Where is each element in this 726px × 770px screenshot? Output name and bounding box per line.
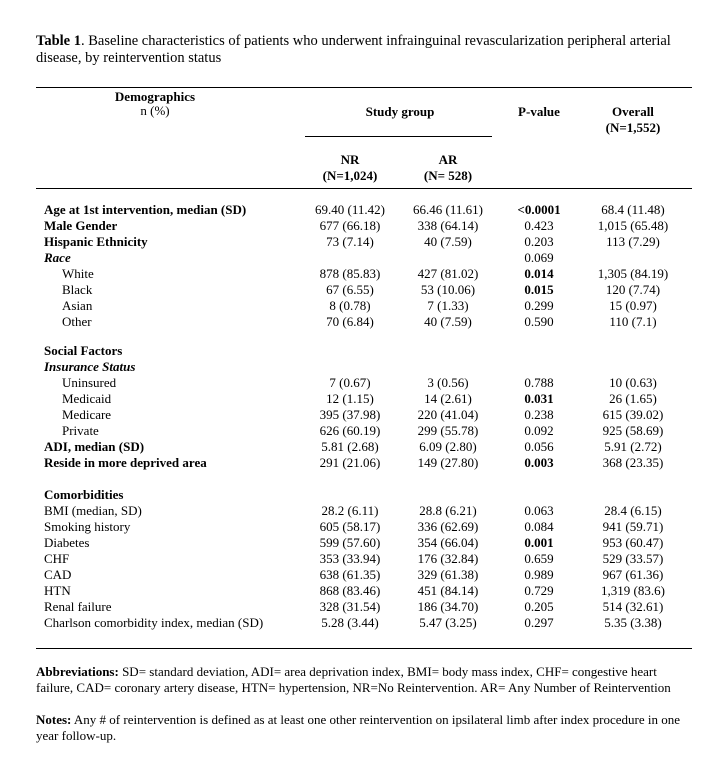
cell-ar: 28.8 (6.21): [419, 503, 477, 518]
cell-overall: 368 (23.35): [602, 455, 664, 470]
cell-ar: 14 (2.61): [424, 391, 472, 406]
header-study-group: Study group: [365, 104, 435, 119]
header-rule: [36, 188, 692, 189]
cell-ar: 299 (55.78): [417, 423, 479, 438]
cell-overall: 953 (60.47): [602, 535, 664, 550]
cell-pvalue: 0.659: [524, 551, 554, 566]
row-label: Medicare: [62, 407, 112, 422]
row-label: Comorbidities: [44, 487, 124, 502]
row-label: Age at 1st intervention, median (SD): [44, 202, 247, 217]
row-label: White: [62, 266, 94, 281]
cell-ar: 176 (32.84): [417, 551, 479, 566]
cell-ar: 40 (7.59): [424, 234, 472, 249]
cell-pvalue: 0.063: [524, 503, 554, 518]
row-label: Black: [62, 282, 93, 297]
cell-overall: 120 (7.74): [605, 282, 661, 297]
row-label: Private: [62, 423, 99, 438]
row-label: HTN: [44, 583, 71, 598]
cell-ar: 5.47 (3.25): [419, 615, 477, 630]
cell-nr: 5.81 (2.68): [321, 439, 379, 454]
cell-nr: 28.2 (6.11): [321, 503, 379, 518]
cell-ar: 66.46 (11.61): [413, 202, 483, 217]
cell-pvalue: 0.729: [524, 583, 554, 598]
cell-overall: 28.4 (6.15): [604, 503, 662, 518]
cell-nr: 70 (6.84): [326, 314, 374, 329]
cell-overall: 5.35 (3.38): [604, 615, 662, 630]
cell-ar: 3 (0.56): [427, 375, 469, 390]
cell-overall: 514 (32.61): [602, 599, 664, 614]
row-label: Charlson comorbidity index, median (SD): [44, 615, 264, 630]
cell-pvalue: 0.001: [524, 535, 554, 550]
row-label: CAD: [44, 567, 72, 582]
cell-pvalue: 0.069: [524, 250, 554, 265]
cell-overall: 10 (0.63): [609, 375, 657, 390]
cell-overall: 925 (58.69): [602, 423, 664, 438]
cell-ar: 149 (27.80): [417, 455, 479, 470]
row-label: Social Factors: [44, 343, 123, 358]
cell-nr: 5.28 (3.44): [321, 615, 379, 630]
row-label: Medicaid: [62, 391, 112, 406]
cell-nr: 605 (58.17): [319, 519, 381, 534]
cell-overall: 15 (0.97): [609, 298, 657, 313]
notes-text: Any # of reintervention is defined as at least one other reintervention on ipsilateral limb after index procedure in one year follow-up.: [36, 712, 681, 743]
cell-nr: 353 (33.94): [319, 551, 381, 566]
header-nr: NR: [340, 152, 360, 167]
row-label: BMI (median, SD): [44, 503, 142, 518]
header-overall: Overall: [612, 104, 654, 119]
cell-pvalue: 0.203: [524, 234, 554, 249]
header-ar-n: (N= 528): [423, 168, 473, 183]
cell-ar: 354 (66.04): [417, 535, 479, 550]
caption-text: . Baseline characteristics of patients who underwent infrainguinal revascularization peripheral arterial disease, by reintervention status: [36, 33, 671, 66]
cell-nr: 291 (21.06): [319, 455, 381, 470]
cell-pvalue: 0.590: [524, 314, 554, 329]
cell-ar: 186 (34.70): [417, 599, 479, 614]
abbreviations-note: [36, 664, 686, 696]
cell-pvalue: 0.092: [524, 423, 554, 438]
header-pvalue: P-value: [518, 104, 560, 119]
cell-nr: 677 (66.18): [319, 218, 381, 233]
bottom-rule: [36, 648, 692, 649]
cell-overall: 110 (7.1): [609, 314, 657, 329]
cell-ar: 40 (7.59): [424, 314, 472, 329]
cell-pvalue: 0.015: [524, 282, 554, 297]
row-label: Insurance Status: [44, 359, 136, 374]
cell-overall: 5.91 (2.72): [604, 439, 662, 454]
cell-nr: 73 (7.14): [326, 234, 374, 249]
cell-overall: 1,305 (84.19): [597, 266, 669, 281]
cell-ar: 7 (1.33): [427, 298, 469, 313]
table-caption: [36, 33, 696, 67]
cell-nr: 328 (31.54): [319, 599, 381, 614]
cell-pvalue: 0.299: [524, 298, 554, 313]
abbreviations-text: SD= standard deviation, ADI= area deprivation index, BMI= body mass index, CHF= congestive heart failure, CAD= coronary artery disease, HTN= hypertension, NR=No Reintervention. AR= Any Number of Reintervention: [36, 664, 671, 695]
row-label: Race: [44, 250, 71, 265]
cell-nr: 638 (61.35): [319, 567, 381, 582]
cell-pvalue: 0.205: [524, 599, 554, 614]
header-demographics: Demographics: [114, 89, 196, 104]
cell-ar: 338 (64.14): [417, 218, 479, 233]
cell-nr: 67 (6.55): [326, 282, 374, 297]
cell-pvalue: 0.056: [524, 439, 554, 454]
cell-overall: 615 (39.02): [602, 407, 664, 422]
cell-overall: 68.4 (11.48): [601, 202, 665, 217]
cell-pvalue: 0.003: [524, 455, 554, 470]
notes-label: Notes:: [36, 712, 72, 727]
row-label: ADI, median (SD): [44, 439, 145, 454]
cell-overall: 941 (59.71): [602, 519, 664, 534]
cell-overall: 26 (1.65): [609, 391, 657, 406]
cell-pvalue: <0.0001: [517, 202, 561, 217]
header-ar: AR: [438, 152, 458, 167]
cell-pvalue: 0.031: [524, 391, 554, 406]
cell-nr: 395 (37.98): [319, 407, 381, 422]
cell-ar: 6.09 (2.80): [419, 439, 477, 454]
row-label: Hispanic Ethnicity: [44, 234, 148, 249]
row-label: Renal failure: [44, 599, 112, 614]
cell-ar: 329 (61.38): [417, 567, 479, 582]
row-label: Diabetes: [44, 535, 90, 550]
cell-nr: 868 (83.46): [319, 583, 381, 598]
cell-overall: 1,319 (83.6): [601, 583, 665, 598]
cell-ar: 220 (41.04): [417, 407, 479, 422]
study-group-rule: [305, 136, 492, 137]
row-label: Other: [62, 314, 92, 329]
top-rule: [36, 87, 692, 88]
cell-ar: 427 (81.02): [417, 266, 479, 281]
cell-pvalue: 0.238: [524, 407, 554, 422]
table-label: Table 1: [36, 33, 81, 49]
cell-nr: 878 (85.83): [319, 266, 381, 281]
abbreviations-label: Abbreviations:: [36, 664, 119, 679]
cell-ar: 53 (10.06): [420, 282, 476, 297]
cell-overall: 1,015 (65.48): [597, 218, 669, 233]
cell-pvalue: 0.297: [524, 615, 554, 630]
row-label: Male Gender: [44, 218, 118, 233]
cell-nr: 8 (0.78): [329, 298, 371, 313]
cell-nr: 69.40 (11.42): [315, 202, 385, 217]
cell-overall: 529 (33.57): [602, 551, 664, 566]
cell-pvalue: 0.084: [524, 519, 554, 534]
cell-ar: 451 (84.14): [417, 583, 479, 598]
cell-nr: 12 (1.15): [326, 391, 374, 406]
notes-note: [36, 712, 686, 744]
cell-pvalue: 0.014: [524, 266, 554, 281]
header-n-pct: n (%): [140, 103, 170, 118]
row-label: Asian: [62, 298, 93, 313]
cell-nr: 7 (0.67): [329, 375, 371, 390]
cell-ar: 336 (62.69): [417, 519, 479, 534]
row-label: Reside in more deprived area: [44, 455, 207, 470]
cell-pvalue: 0.989: [524, 567, 554, 582]
cell-pvalue: 0.788: [524, 375, 554, 390]
row-label: Smoking history: [44, 519, 131, 534]
cell-pvalue: 0.423: [524, 218, 554, 233]
header-overall-n: (N=1,552): [605, 120, 661, 135]
row-label: CHF: [44, 551, 70, 566]
cell-nr: 626 (60.19): [319, 423, 381, 438]
cell-nr: 599 (57.60): [319, 535, 381, 550]
row-label: Uninsured: [62, 375, 117, 390]
cell-overall: 113 (7.29): [606, 234, 660, 249]
cell-overall: 967 (61.36): [602, 567, 664, 582]
header-nr-n: (N=1,024): [322, 168, 378, 183]
